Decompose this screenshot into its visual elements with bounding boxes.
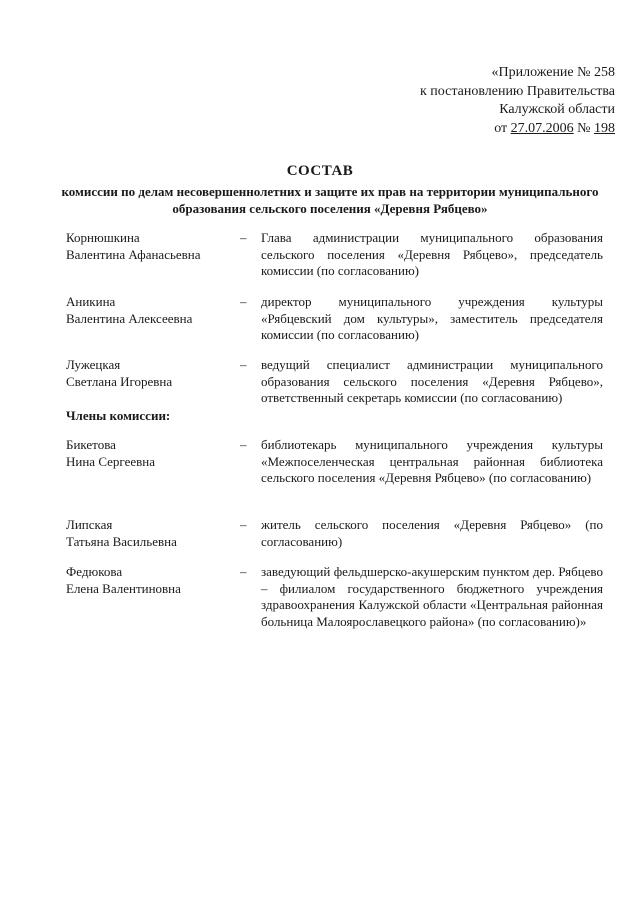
person-name	[66, 437, 236, 470]
person-surname: Корнюшкина	[66, 230, 140, 245]
members-heading: Члены комиссии:	[66, 408, 171, 423]
person-role: заведующий фельдшерско-акушерским пунктом дер. Рябцево – филиалом государственного бюджетного учреждения здравоохранения Калужской области «Центральная районная больница Малоярославецкого района» (по согласованию)»	[261, 564, 603, 629]
person-surname: Аникина	[66, 294, 116, 309]
appendix-reference	[420, 64, 615, 138]
person-surname: Лужецкая	[66, 357, 121, 372]
person-name	[66, 230, 236, 263]
person-name	[66, 564, 236, 597]
person-name	[66, 294, 236, 327]
separator-dash: –	[240, 230, 247, 245]
appendix-line-4	[420, 120, 615, 139]
person-name	[66, 357, 236, 390]
person-given-name: Нина Сергеевна	[66, 453, 155, 469]
separator-dash: –	[240, 357, 247, 372]
decree-date: 27.07.2006	[510, 120, 574, 136]
document-title: СОСТАВ	[286, 163, 354, 179]
appendix-line-1: «Приложение № 258	[491, 65, 615, 80]
document-subtitle: комиссии по делам несовершеннолетних и защите их прав на территории муниципального образования сельского поселения «Деревня Рябцево»	[61, 184, 599, 216]
person-given-name: Татьяна Васильевна	[66, 533, 177, 549]
person-given-name: Светлана Игоревна	[66, 373, 173, 389]
separator-dash: –	[240, 437, 247, 452]
person-given-name: Валентина Алексеевна	[66, 310, 193, 326]
person-surname: Бикетова	[66, 437, 116, 452]
person-surname: Липская	[66, 517, 113, 532]
person-role: житель сельского поселения «Деревня Рябцево» (по согласованию)	[261, 517, 603, 549]
person-role: ведущий специалист администрации муниципального образования сельского поселения «Деревня Рябцево», ответственный секретарь комиссии (по согласованию)	[261, 357, 603, 405]
decree-number: 198	[594, 120, 615, 136]
separator-dash: –	[240, 517, 247, 532]
appendix-line-3: Калужской области	[499, 102, 615, 117]
person-name	[66, 517, 236, 550]
appendix-line-2: к постановлению Правительства	[419, 83, 615, 99]
person-surname: Федюкова	[66, 564, 123, 579]
date-prefix: от	[494, 120, 511, 136]
number-prefix: №	[573, 120, 594, 136]
separator-dash: –	[240, 564, 247, 579]
person-role: директор муниципального учреждения культуры «Рябцевский дом культуры», заместитель председателя комиссии (по согласованию)	[261, 294, 603, 342]
person-given-name: Валентина Афанасьевна	[66, 246, 201, 262]
person-role: библиотекарь муниципального учреждения культуры «Межпоселенческая центральная районная библиотека сельского поселения «Деревня Рябцево» (по согласованию)	[261, 437, 603, 485]
separator-dash: –	[240, 294, 247, 309]
person-role: Глава администрации муниципального образования сельского поселения «Деревня Рябцево», председатель комиссии (по согласованию)	[261, 230, 603, 278]
person-given-name: Елена Валентиновна	[66, 580, 181, 596]
